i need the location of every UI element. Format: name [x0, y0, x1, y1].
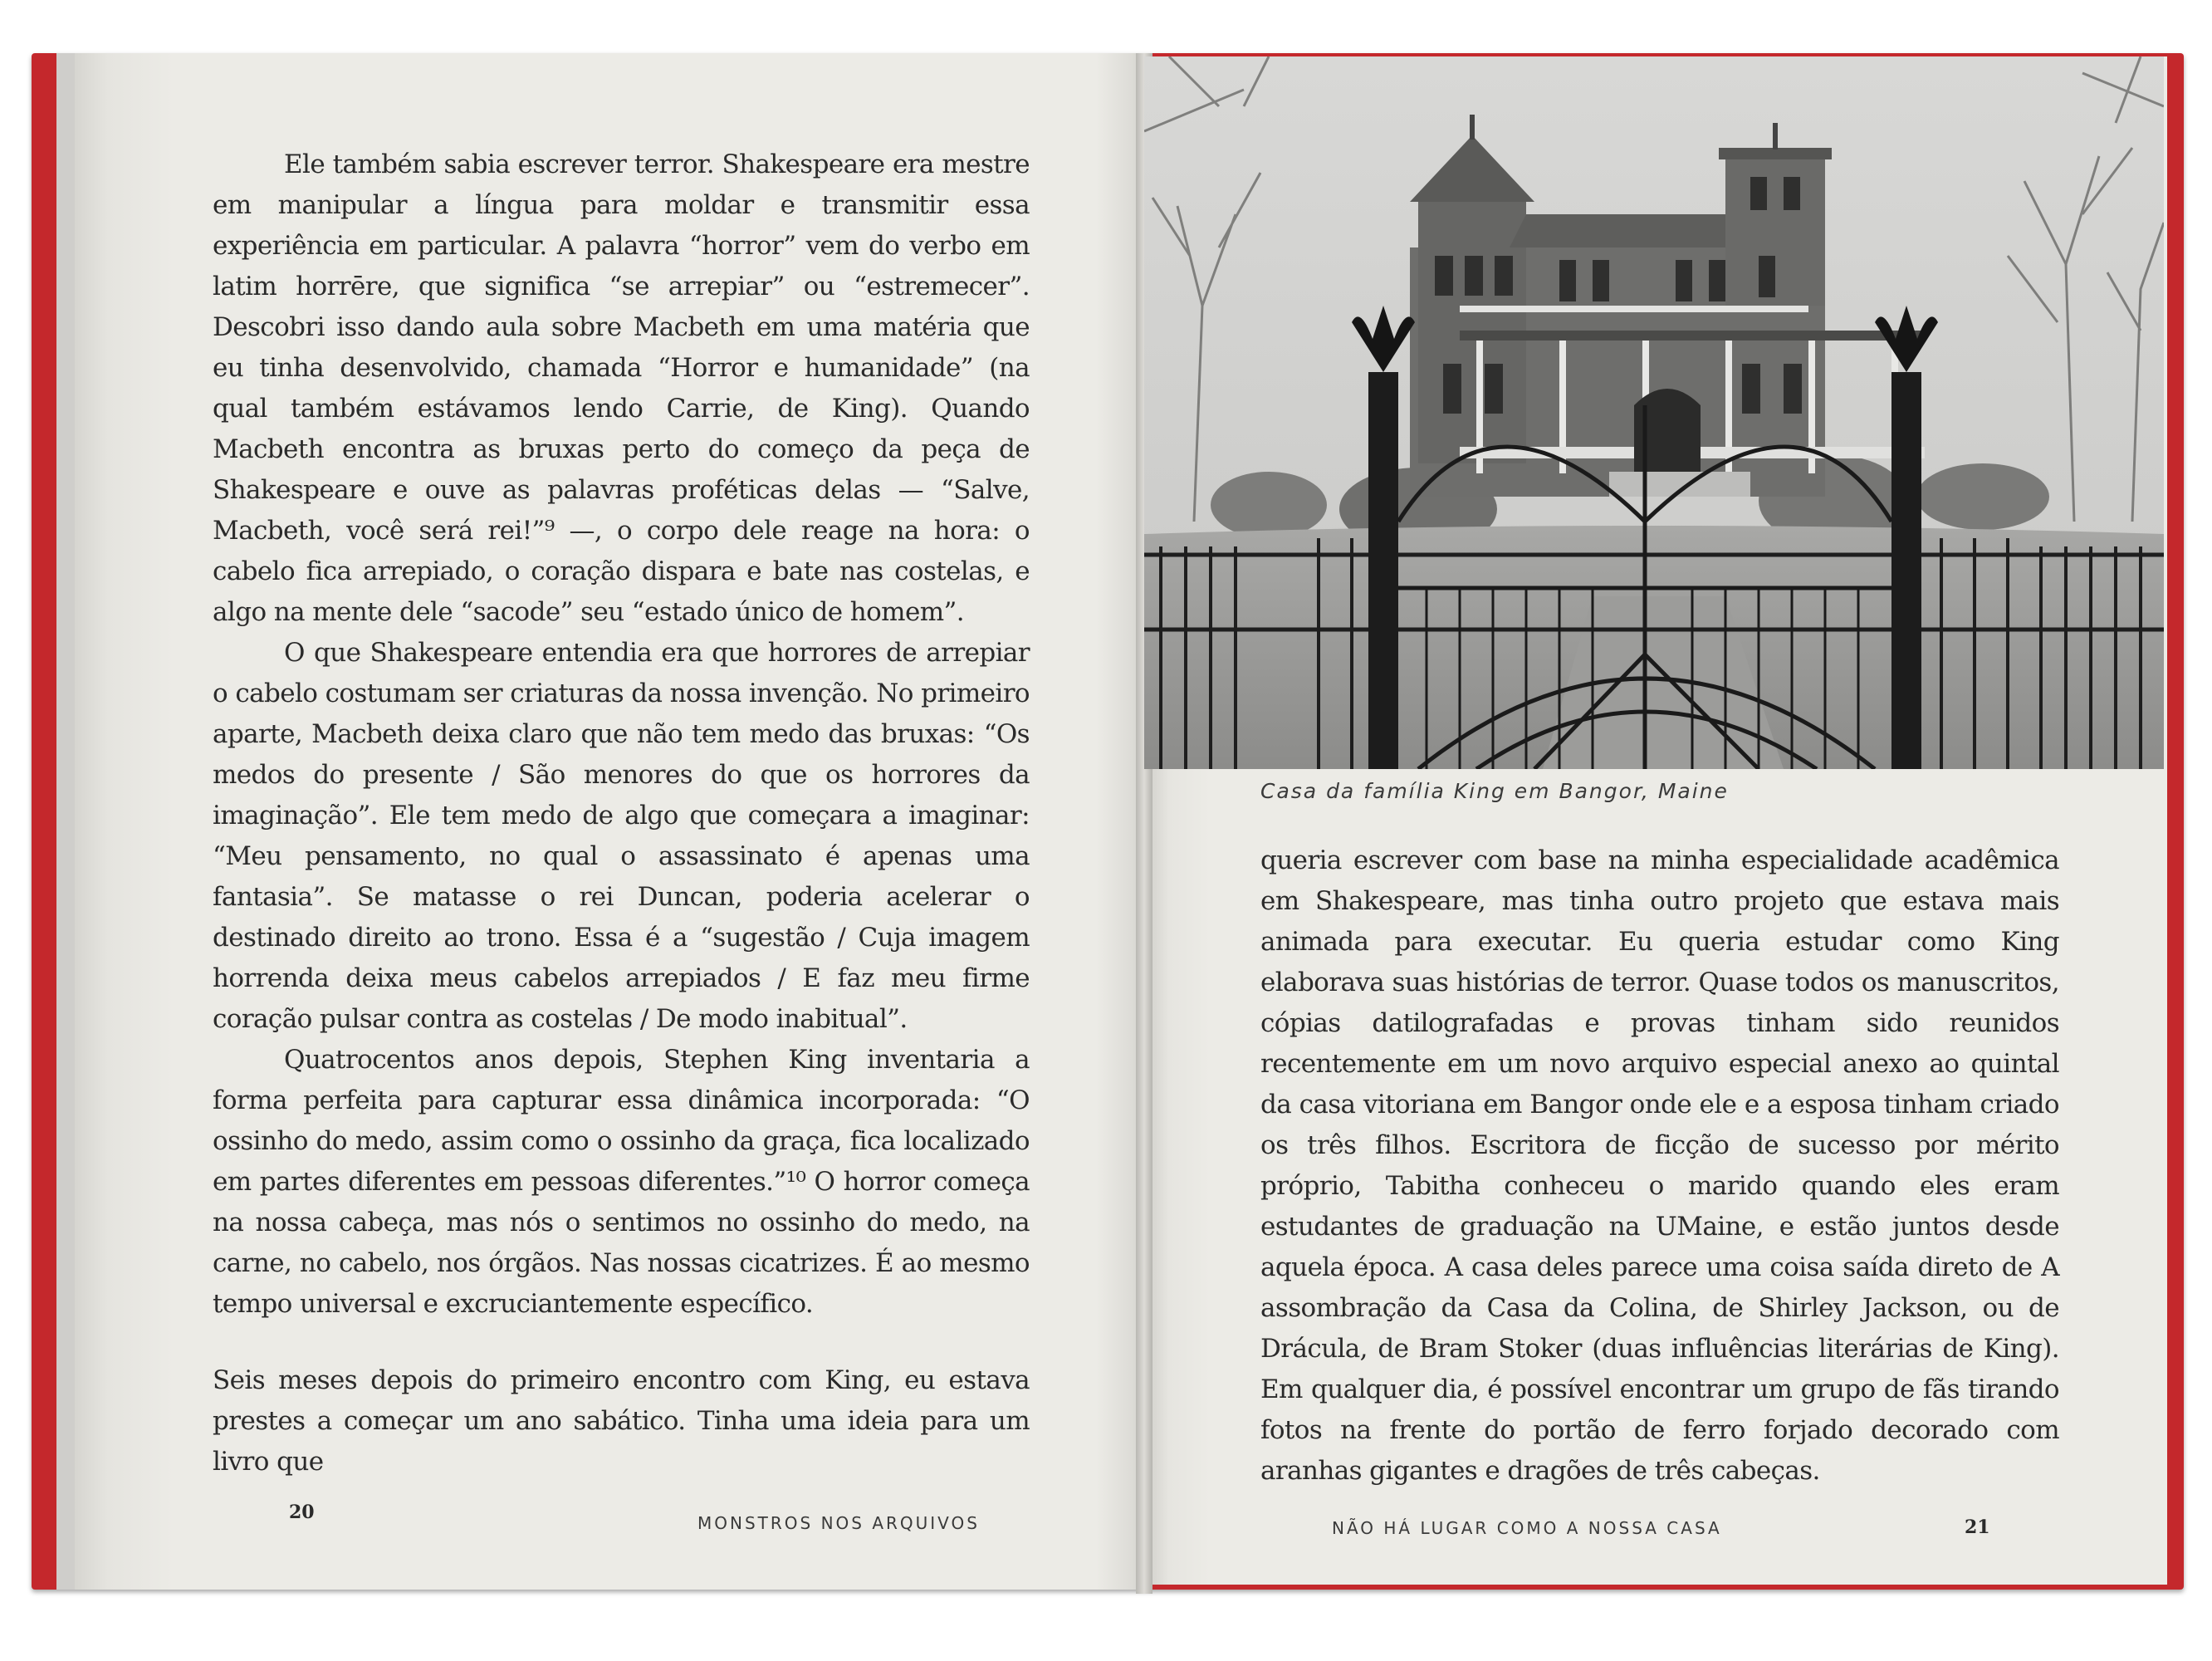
- paragraph-4: Seis meses depois do primeiro encontro com King, eu estava prestes a começar um ano sabático. Tinha uma ideia para um livro que: [213, 1365, 1030, 1477]
- paragraph-3: Quatrocentos anos depois, Stephen King inventaria a forma perfeita para capturar essa dinâmica incorporada: “O ossinho do medo, assim como o ossinho da graça, fica localizado em partes diferentes em pessoas diferentes.”¹⁰ O horror começa na nossa cabeça, mas nós o sentimos no ossinho do medo, na carne, no cabelo, nos órgãos. Nas nossas cicatrizes. É ao mesmo tempo universal e excruciantemente específico.: [213, 1045, 1030, 1319]
- page-number-left: 20: [289, 1502, 315, 1523]
- house-photo: [1144, 56, 2164, 769]
- paragraph-right: queria escrever com base na minha especialidade acadêmica em Shakespeare, mas tinha outro projeto que estava mais animada para executar. Eu queria estudar como King elaborava suas histórias de terror. Quase todos os manuscritos, cópias datilografadas e provas tinham sido reunidos recentemente em um novo arquivo especial anexo ao quintal da casa vitoriana em Bangor onde ele e a esposa tinham criado os três filhos. Escritora de ficção de sucesso por mérito próprio, Tabitha conheceu o marido quando eles eram estudantes de graduação na UMaine, e estão juntos desde aquela época. A casa deles parece uma coisa saída direto de A assombração da Casa da Colina, de Shirley Jackson, ou de Drácula, de Bram Stoker (duas influências literárias de King). Em qualquer dia, é possível encontrar um grupo de fãs tirando fotos na frente do portão de ferro forjado decorado com aranhas gigantes e dragões de três cabeças.: [1260, 845, 2059, 1486]
- running-head-left: MONSTROS NOS ARQUIVOS: [697, 1513, 980, 1533]
- right-body-text: [1260, 840, 2059, 1492]
- running-head-right: NÃO HÁ LUGAR COMO A NOSSA CASA: [1332, 1518, 1722, 1538]
- paragraph-2: O que Shakespeare entendia era que horrores de arrepiar o cabelo costumam ser criaturas da nossa invenção. No primeiro aparte, Macbeth deixa claro que não tem medo das bruxas: “Os medos do presente / São menores do que os horrores da imaginação”. Ele tem medo de algo que começara a imaginar: “Meu pensamento, no qual o assassinato é apenas uma fantasia”. Se matasse o rei Duncan, poderia acelerar o destinado direito ao trono. Essa é a “sugestão / Cuja imagem horrenda deixa meus cabelos arrepiados / E faz meu firme coração pulsar contra as costelas / De modo inabitual”.: [213, 638, 1030, 1034]
- photo-caption: Casa da família King em Bangor, Maine: [1260, 779, 1729, 803]
- left-body-text-section: [213, 1360, 1030, 1482]
- paragraph-1: Ele também sabia escrever terror. Shakespeare era mestre em manipular a língua para moldar e transmitir essa experiência em particular. A palavra “horror” vem do verbo em latim horrēre, que significa “se arrepiar” ou “estremecer”. Descobri isso dando aula sobre Macbeth em uma matéria que eu tinha desenvolvido, chamada “Horror e humanidade” (na qual também estávamos lendo Carrie, de King). Quando Macbeth encontra as bruxas perto do começo da peça de Shakespeare e ouve as palavras proféticas delas — “Salve, Macbeth, você será rei!”⁹ —, o corpo dele reage na hora: o cabelo fica arrepiado, o coração dispara e bate nas costelas, e algo na mente dele “sacode” seu “estado único de homem”.: [213, 149, 1030, 627]
- left-body-text: [213, 145, 1030, 1325]
- page-number-right: 21: [1965, 1516, 1990, 1538]
